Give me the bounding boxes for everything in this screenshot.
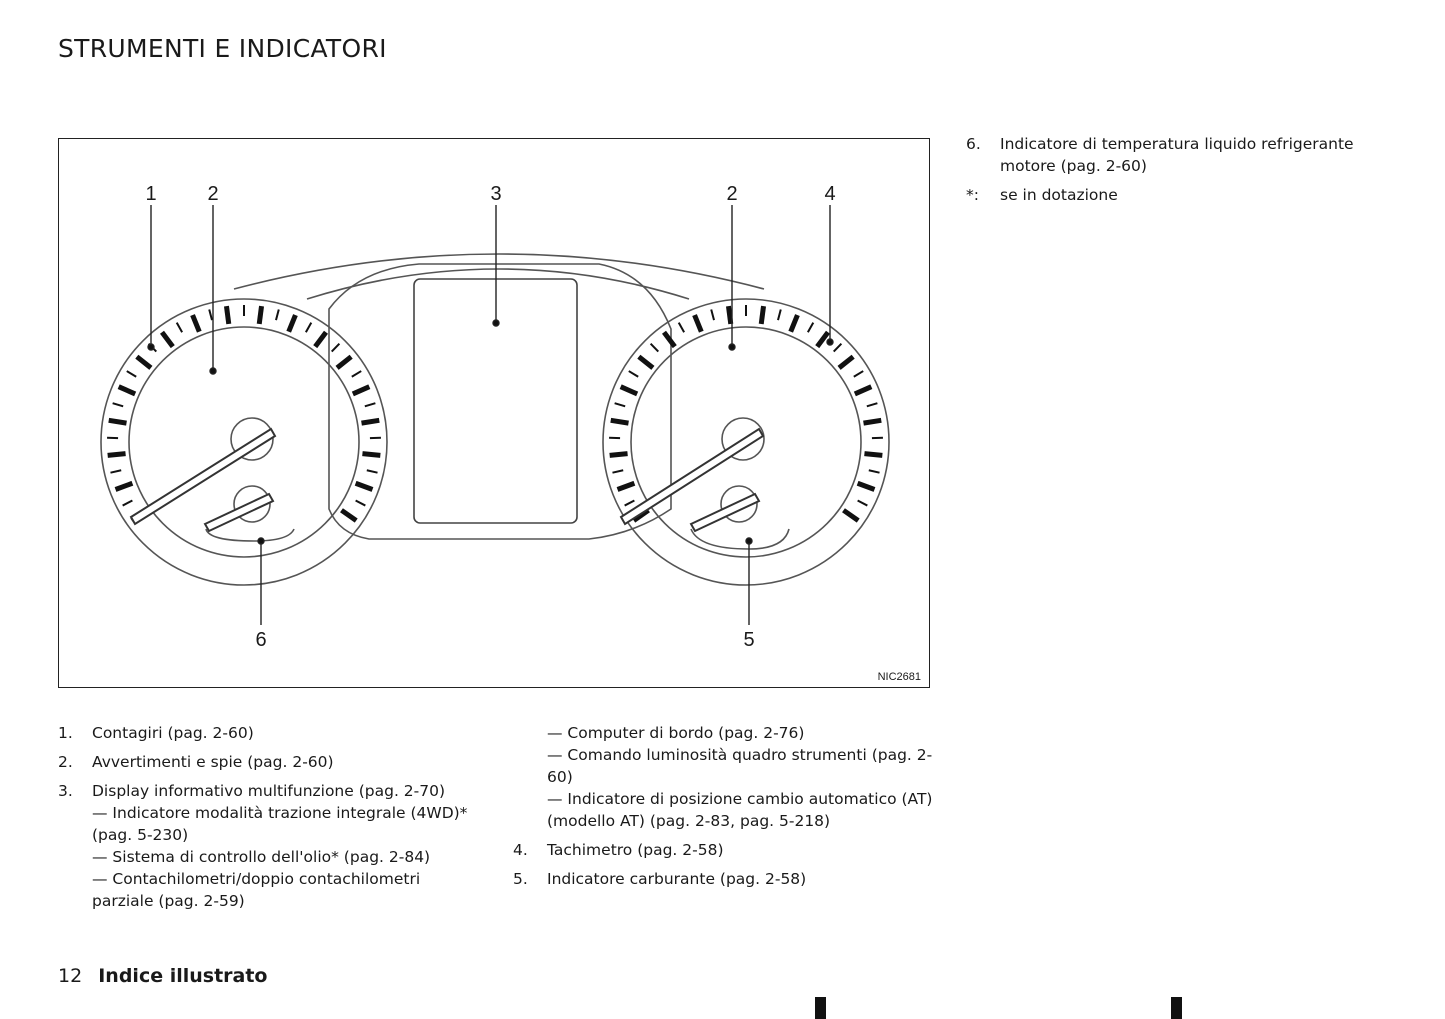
list-item	[58, 722, 478, 744]
tachometer-tick	[113, 403, 124, 406]
legend-list-col1	[58, 722, 478, 919]
list-subitem: — Comando luminosità quadro strumenti (pag. 2-60)	[547, 746, 933, 786]
tachometer-tick	[177, 323, 182, 333]
speedometer-tick	[664, 332, 675, 346]
callout-3: 3	[490, 183, 502, 205]
tachometer-tick	[116, 483, 133, 489]
list-item-text: Tachimetro (pag. 2-58)	[547, 841, 724, 859]
tachometer-tick	[259, 306, 261, 324]
speedometer-tick	[843, 510, 858, 520]
tachometer-tick	[362, 454, 380, 456]
legend-list-col3	[966, 133, 1406, 213]
temp-gauge-arc	[206, 529, 294, 541]
fuel-gauge-needle	[691, 494, 759, 531]
tachometer-tick	[123, 500, 133, 505]
speedometer-tick	[867, 403, 878, 406]
leader-5-dot	[746, 538, 752, 544]
speedometer-tick	[858, 483, 875, 489]
list-item-number: 6.	[966, 135, 981, 153]
list-subitem: — Contachilometri/doppio contachilometri parziale (pag. 2-59)	[92, 870, 421, 910]
speedometer-tick	[817, 332, 828, 346]
page-title: STRUMENTI E INDICATORI	[58, 34, 387, 63]
list-item-text: se in dotazione	[1000, 186, 1118, 204]
tachometer-tick	[356, 500, 366, 505]
speedometer-tick	[695, 315, 702, 332]
speedometer-tick	[834, 344, 842, 352]
speedometer-tick	[621, 387, 637, 394]
tachometer-tick	[332, 344, 340, 352]
speedometer-tick	[791, 315, 798, 332]
tachometer-tick	[137, 357, 151, 368]
tachometer-inner-ring	[129, 327, 359, 557]
leader-1-dot	[148, 344, 154, 350]
callout-4: 4	[824, 183, 836, 205]
speedometer-tick	[858, 500, 868, 505]
instrument-cluster-figure	[58, 138, 930, 688]
tachometer-tick	[367, 470, 378, 472]
list-item-number: 5.	[513, 870, 528, 888]
tachometer-tick	[306, 323, 311, 333]
legend-list-col2	[513, 722, 933, 897]
list-item-number: *:	[966, 186, 979, 204]
tachometer-tick	[162, 332, 173, 346]
list-subitem: — Sistema di controllo dell'olio* (pag. 2-84)	[92, 848, 431, 866]
speedometer-tick	[761, 306, 763, 324]
list-item	[966, 184, 1406, 206]
display-surround	[329, 264, 671, 539]
figure-code: NIC2681	[877, 671, 921, 683]
list-item	[58, 751, 478, 773]
list-subitem: — Computer di bordo (pag. 2-76)	[547, 724, 805, 742]
callout-2-right: 2	[726, 183, 738, 205]
list-item	[513, 868, 933, 890]
tachometer-tick	[109, 420, 127, 423]
speedometer-tick	[610, 454, 628, 456]
callout-2-left: 2	[207, 183, 219, 205]
speedometer-tick	[611, 420, 629, 423]
speedometer-tick	[869, 470, 880, 472]
thumb-index-mark	[1171, 997, 1182, 1019]
tachometer-tick	[315, 332, 326, 346]
list-item-continuation	[513, 722, 933, 832]
tachometer-tick	[353, 387, 369, 394]
list-subitem: — Indicatore di posizione cambio automatico (AT) (modello AT) (pag. 2-83, pag. 5-218)	[547, 790, 933, 830]
tachometer-tick	[209, 309, 212, 320]
speedometer-tick	[679, 323, 684, 333]
tachometer-tick	[276, 309, 279, 320]
list-item	[58, 780, 478, 912]
list-item-text: Indicatore carburante (pag. 2-58)	[547, 870, 807, 888]
housing-outline	[234, 254, 764, 289]
list-item-number: 1.	[58, 724, 73, 742]
speedometer-tick	[839, 357, 853, 368]
page-number: 12	[58, 965, 83, 987]
tachometer-outer-ring	[101, 299, 387, 585]
tachometer-tick	[356, 483, 373, 489]
speedometer-tick	[625, 500, 635, 505]
instrument-cluster-illustration	[59, 139, 931, 689]
section-title: Indice illustrato	[98, 965, 268, 987]
speedometer-tick	[629, 371, 638, 377]
speedometer-tick	[863, 420, 881, 423]
leader-2-right-dot	[729, 344, 735, 350]
tachometer-tick	[341, 510, 356, 520]
tachometer-tick	[361, 420, 379, 423]
callout-1: 1	[145, 183, 157, 205]
speedometer-tick	[651, 344, 659, 352]
leader-6-dot	[258, 538, 264, 544]
list-item-text: Contagiri (pag. 2-60)	[92, 724, 254, 742]
speedometer-tick	[618, 483, 635, 489]
temp-gauge-needle	[205, 494, 273, 531]
list-item-number: 4.	[513, 841, 528, 859]
tachometer-tick	[110, 470, 121, 472]
tachometer-tick	[337, 357, 351, 368]
leader-3-dot	[493, 320, 499, 326]
speedometer-tick	[854, 371, 863, 377]
speedometer-tick	[808, 323, 813, 333]
tachometer-tick	[193, 315, 200, 332]
list-item-number: 3.	[58, 782, 73, 800]
speedometer-tick	[855, 387, 871, 394]
list-subitem: — Indicatore modalità trazione integrale (4WD)* (pag. 5-230)	[92, 804, 468, 844]
list-item-number: 2.	[58, 753, 73, 771]
list-item-text: Display informativo multifunzione (pag. 2-70)	[92, 782, 446, 800]
thumb-index-mark	[815, 997, 826, 1019]
speedometer-tick	[612, 470, 623, 472]
list-item-text: Avvertimenti e spie (pag. 2-60)	[92, 753, 334, 771]
housing-inner-outline	[307, 269, 689, 299]
callout-6: 6	[255, 629, 267, 651]
speedometer-tick	[639, 357, 653, 368]
speedometer-tick	[728, 306, 730, 324]
list-item-text: Indicatore di temperatura liquido refrigerante motore (pag. 2-60)	[1000, 135, 1354, 175]
list-item	[966, 133, 1406, 177]
speedometer-tick	[778, 309, 781, 320]
tachometer-tick	[127, 371, 136, 377]
tachometer-tick	[108, 454, 126, 456]
tachometer-tick	[352, 371, 361, 377]
page-footer	[58, 965, 268, 987]
tachometer-tick	[119, 387, 135, 394]
list-item	[513, 839, 933, 861]
tachometer-tick	[289, 315, 296, 332]
speedometer-tick	[615, 403, 626, 406]
speedometer-tick	[711, 309, 714, 320]
speedometer-tick	[864, 454, 882, 456]
tachometer-tick	[226, 306, 228, 324]
callout-5: 5	[743, 629, 755, 651]
tachometer-tick	[365, 403, 376, 406]
fuel-gauge-arc	[691, 529, 789, 549]
leader-4-dot	[827, 339, 833, 345]
leader-2-left-dot	[210, 368, 216, 374]
